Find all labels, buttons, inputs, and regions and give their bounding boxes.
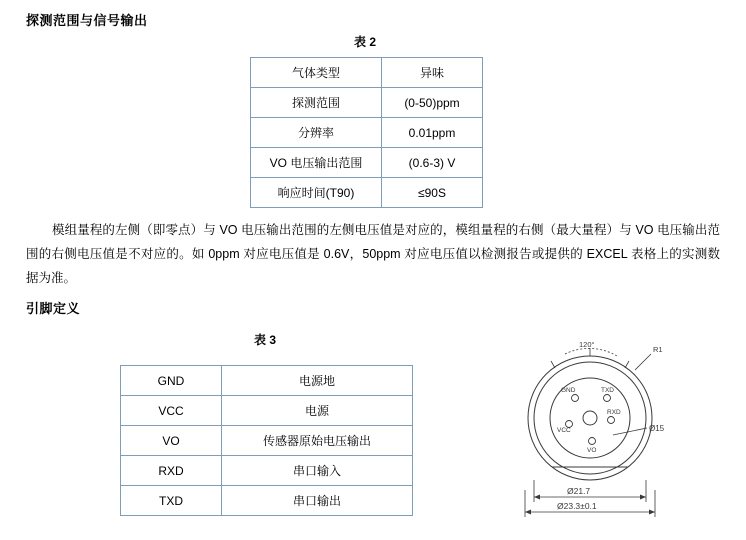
pin-label-vo: VO <box>587 447 597 454</box>
table2-value: 0.01ppm <box>382 118 483 148</box>
table3-pin: VO <box>121 426 222 456</box>
table2-label: 探测范围 <box>251 88 382 118</box>
diagram-dim-mid: Ø21.7 <box>567 486 591 496</box>
table3-desc: 串口输出 <box>222 486 413 516</box>
section-heading-detection: 探测范围与信号输出 <box>26 13 148 28</box>
table-row <box>121 426 413 456</box>
table3-desc: 传感器原始电压输出 <box>222 426 413 456</box>
table-row <box>251 178 483 208</box>
table2-label: 气体类型 <box>251 58 382 88</box>
table3-caption: 表 3 <box>253 333 276 347</box>
table2-value: ≤90S <box>382 178 483 208</box>
paragraph-range-note: 模组量程的左侧（即零点）与 VO 电压输出范围的左侧电压值是对应的，模组量程的右侧（最大量程）与 VO 电压输出范围的右侧电压值是不对应的。如 0ppm 对应电压值是 0.6V，50ppm 对应电压值以检测报告或提供的 EXCEL 表格上的实测数据为准。 <box>26 223 720 285</box>
pin-label-rxd: RXD <box>607 409 621 416</box>
table2-label: 响应时间(T90) <box>251 178 382 208</box>
table3-pin: VCC <box>121 396 222 426</box>
diagram-dim-inner: Ø15 <box>649 424 665 433</box>
pin-label-vcc: VCC <box>557 427 571 434</box>
table3-pin: TXD <box>121 486 222 516</box>
table3-pin: GND <box>121 366 222 396</box>
table3-pin: RXD <box>121 456 222 486</box>
table3-desc: 串口输入 <box>222 456 413 486</box>
diagram-radius-label: R1 <box>653 345 663 354</box>
table2-value: (0.6-3) V <box>382 148 483 178</box>
table-detection-range <box>250 57 483 208</box>
table3-desc: 电源 <box>222 396 413 426</box>
table3-desc: 电源地 <box>222 366 413 396</box>
pin-label-gnd: GND <box>561 387 576 394</box>
diagram-angle-label: 120° <box>579 340 595 349</box>
table-row <box>121 486 413 516</box>
table2-label: VO 电压输出范围 <box>251 148 382 178</box>
pin-label-txd: TXD <box>601 387 614 394</box>
table-row <box>251 148 483 178</box>
table-row <box>251 88 483 118</box>
section-heading-pins: 引脚定义 <box>26 301 81 316</box>
table2-value: 异味 <box>382 58 483 88</box>
table-pin-definitions <box>120 365 413 516</box>
table-row <box>251 118 483 148</box>
table-row <box>251 58 483 88</box>
sensor-pinout-diagram <box>495 340 735 535</box>
table2-value: (0-50)ppm <box>382 88 483 118</box>
table-row <box>121 366 413 396</box>
diagram-dim-outer: Ø23.3±0.1 <box>557 501 597 511</box>
table-row <box>121 396 413 426</box>
table2-caption: 表 2 <box>353 35 376 49</box>
table2-label: 分辨率 <box>251 118 382 148</box>
table-row <box>121 456 413 486</box>
